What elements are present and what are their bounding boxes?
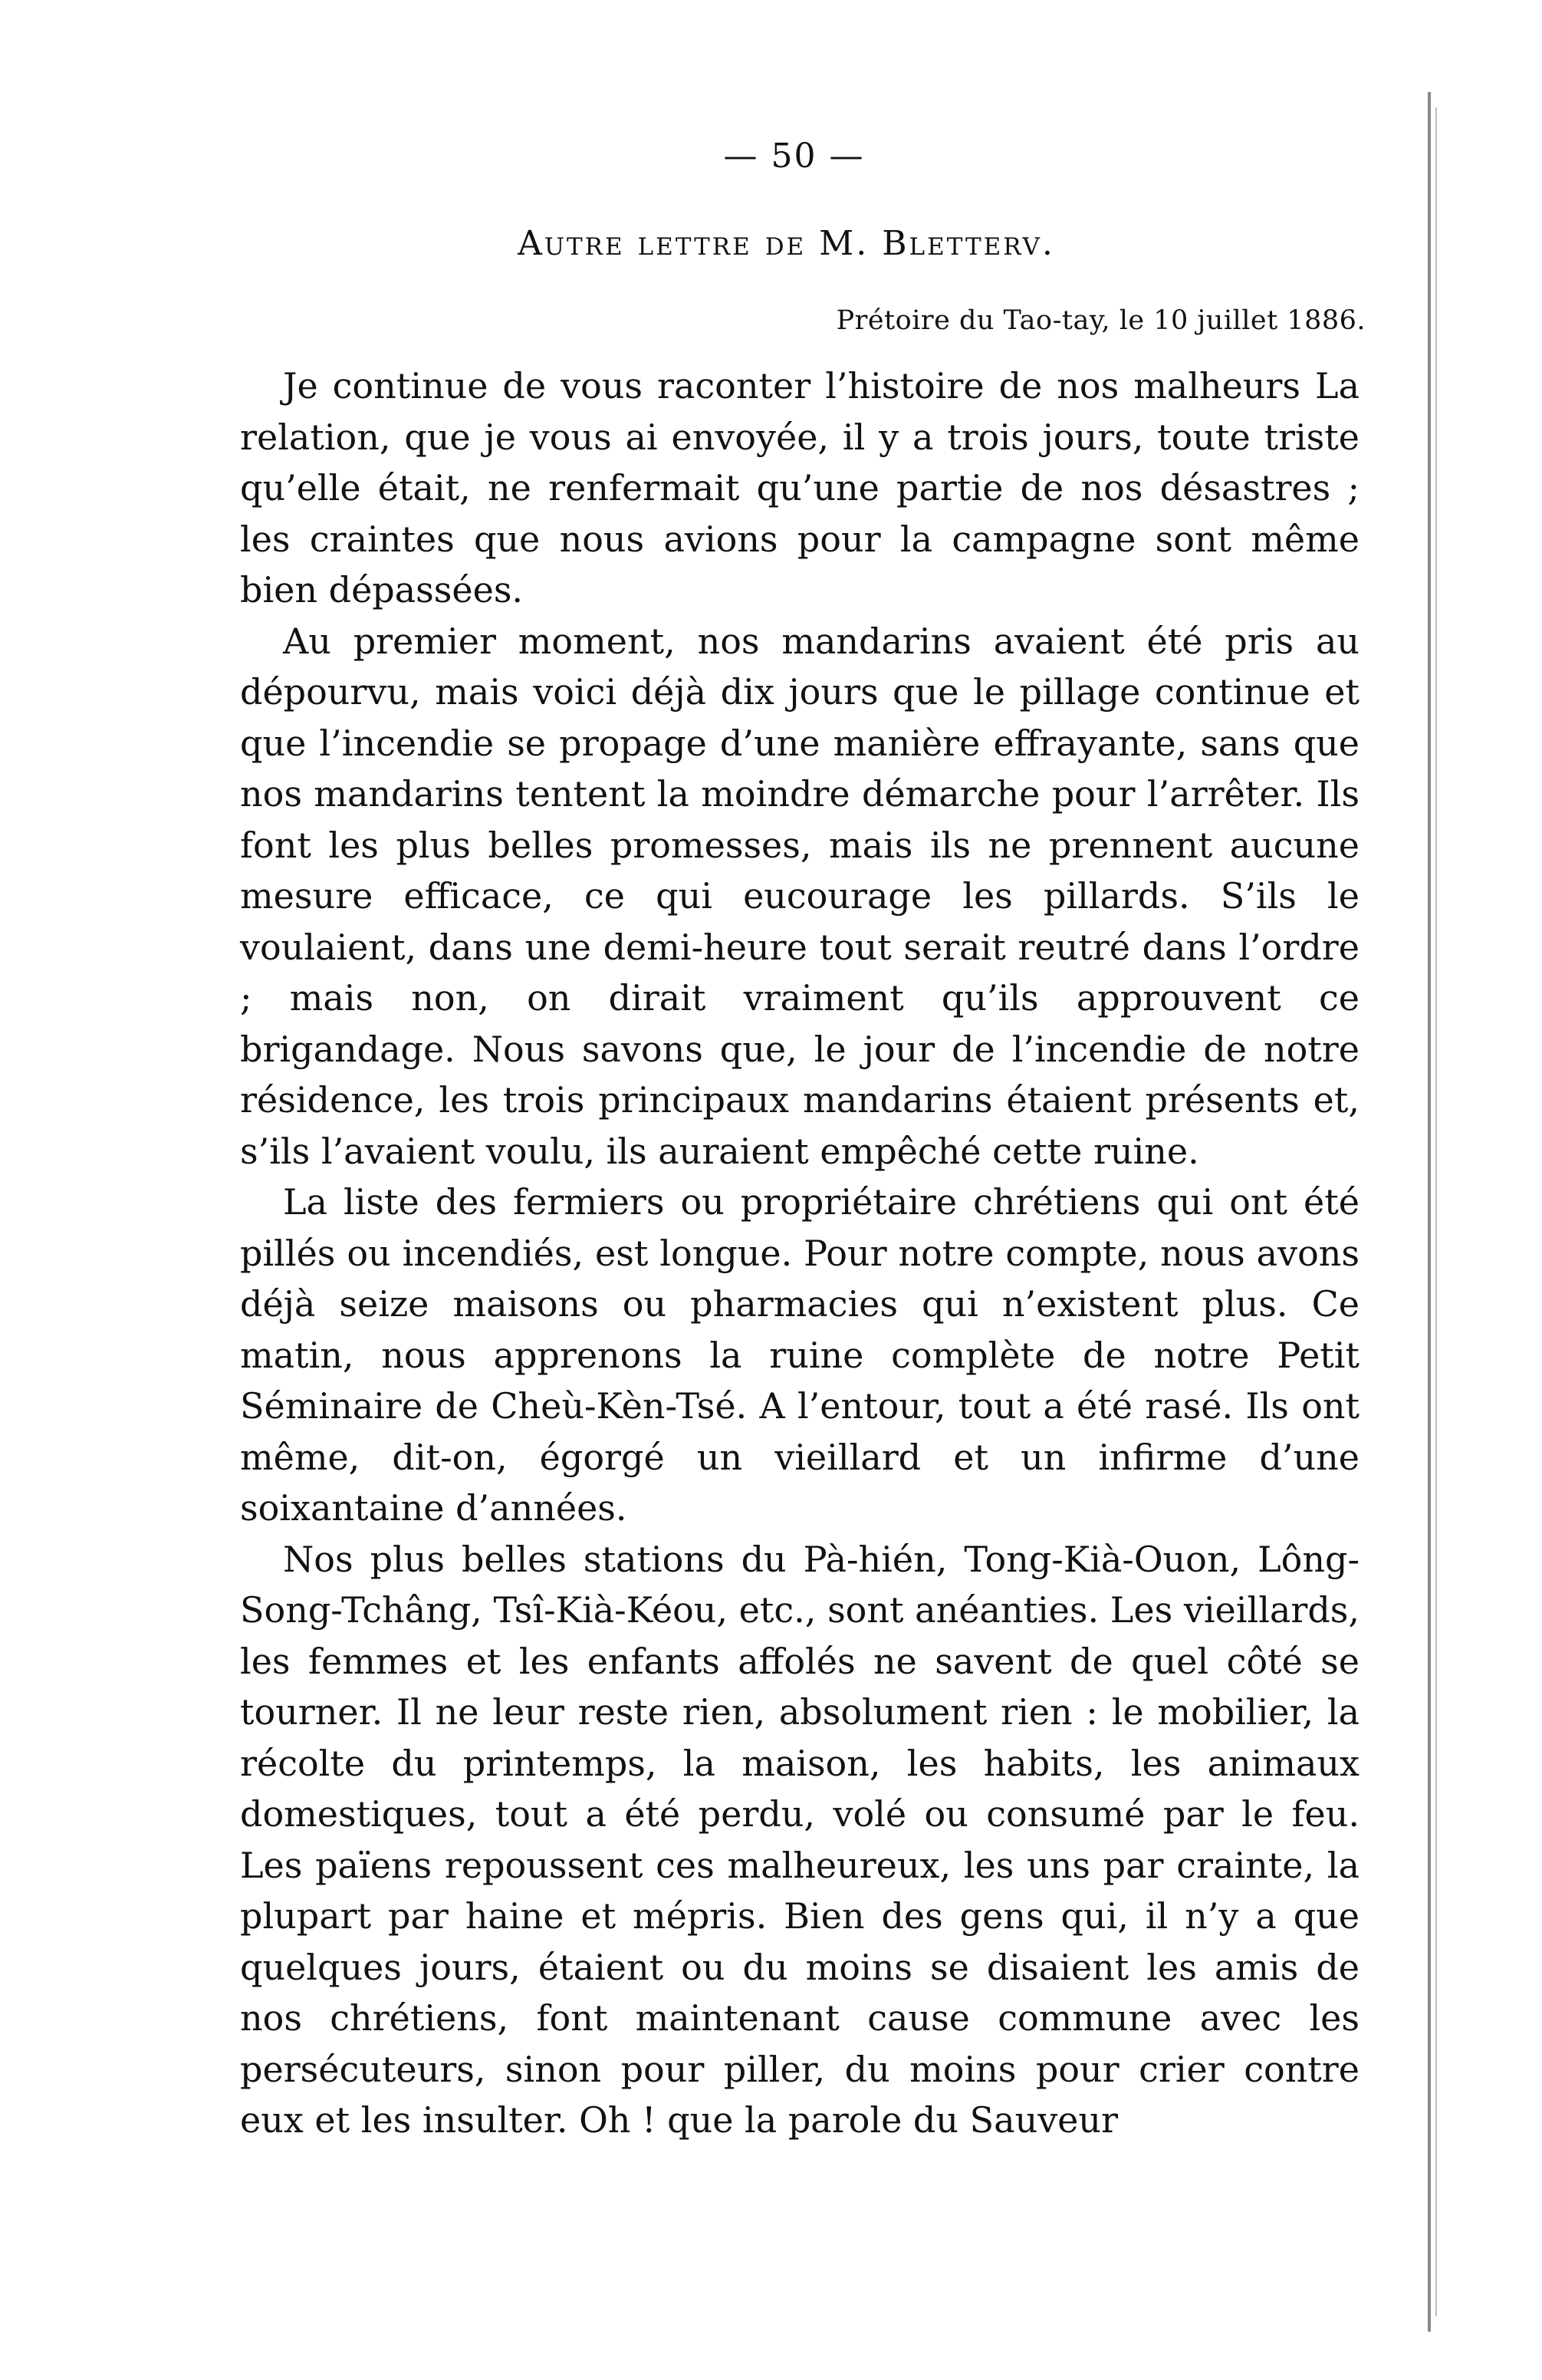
dateline: Prétoire du Tao-tay, le 10 juillet 1886. — [836, 305, 1366, 336]
page-number: — 50 — — [723, 137, 865, 176]
page-edge-shadow — [1435, 107, 1437, 2316]
paragraph-2: Au premier moment, nos mandarins avaient été pris au dépourvu, mais voici déjà dix jours que le pillage continue et que l’incendie se propage d’une manière effrayante, sans que nos mandarins tentent la moindre démarche pour l’arrêter. Ils font les plus belles promesses, mais ils ne prennent aucune mesure efficace, ce qui eucourage les pillards. S’ils le voulaient, dans une demi-heure tout serait reutré dans l’ordre ; mais non, on dirait vraiment qu’ils approuvent ce brigandage. Nous savons que, le jour de l’incendie de notre résidence, les trois principaux mandarins étaient présents et, s’ils l’avaient voulu, ils auraient empêché cette ruine. — [240, 620, 1360, 1172]
paragraph-1: Je continue de vous raconter l’histoire de nos malheurs La relation, que je vous ai envoyée, il y a trois jours, toute triste qu’elle était, ne renfermait qu’une partie de nos désastres ; les craintes que nous avions pour la campagne sont même bien dépassées. — [240, 365, 1360, 611]
paragraph-3: La liste des fermiers ou propriétaire chrétiens qui ont été pillés ou incendiés, est longue. Pour notre compte, nous avons déjà seize maisons ou pharmacies qui n’existent plus. Ce matin, nous apprenons la ruine complète de notre Petit Séminaire de Cheù-Kèn-Tsé. A l’entour, tout a été rasé. Ils ont même, dit-on, égorgé un vieillard et un infirme d’une soixantaine d’années. — [240, 1181, 1360, 1529]
paragraph-4: Nos plus belles stations du Pà-hién, Tong-Kià-Ouon, Lông-Song-Tchâng, Tsî-Kià-Kéou, etc., sont anéanties. Les vieillards, les femmes et les enfants affolés ne savent de quel côté se tourner. Il ne leur reste rien, absolument rien : le mobilier, la récolte du printemps, la maison, les habits, les animaux domestiques, tout a été perdu, volé ou consumé par le feu. Les païens repoussent ces malheureux, les uns par crainte, la plupart par haine et mépris. Bien des gens qui, il n’y a que quelques jours, étaient ou du moins se disaient les amis de nos chrétiens, font maintenant cause commune avec les persécuteurs, sinon pour piller, du moins pour crier contre eux et les insulter. Oh ! que la parole du Sauveur — [240, 1538, 1360, 2141]
page-edge-rule — [1428, 92, 1431, 2332]
letter-heading: Autre lettre de M. Bletterv. — [518, 224, 1055, 263]
letter-body — [240, 360, 1360, 2146]
